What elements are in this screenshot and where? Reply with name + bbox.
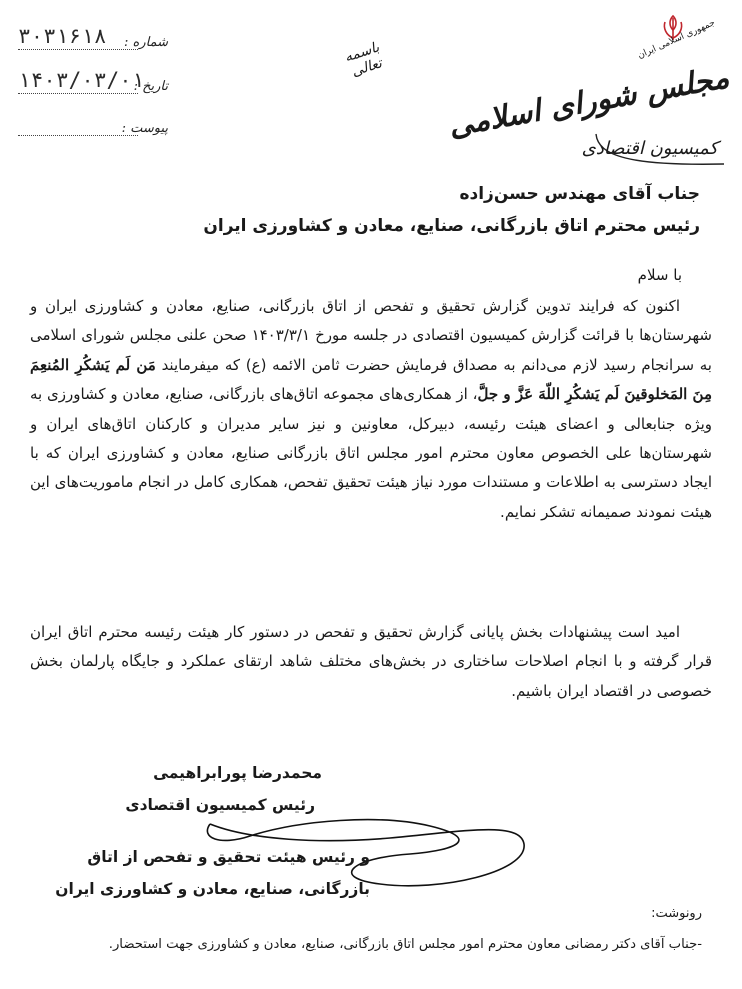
salutation: با سلام xyxy=(637,266,682,284)
body-paragraph-1 xyxy=(30,292,712,527)
signatory-title-1: رئیس کمیسیون اقتصادی xyxy=(125,796,315,814)
letter-number-value: ۳۰۳۱۶۱۸ xyxy=(18,24,107,48)
letter-number-dotted-line xyxy=(18,49,138,50)
hadith-quote: مَن لَم یَشکُرِ المُنعِمَ مِنَ المَخلوقینَ لَم یَشکُرِ اللّهَ عَزَّ و جلَّ xyxy=(30,355,713,404)
majlis-logo: مجلس شورای اسلامی xyxy=(446,60,732,144)
letter-date-dotted-line xyxy=(18,93,138,94)
letter-number-label: شماره : xyxy=(124,35,168,50)
letter-number-row xyxy=(18,22,168,52)
paragraph-1-lead-text: اکنون که فرایند تدوین گزارش تحقیق و تفحص از اتاق بازرگانی، صنایع، معادن و کشاورزی ایران و شهرستان‌ها با قرائت گزارش کمیسیون اقتصادی در جلسه مورخ ۱۴۰۳/۳/۱ صحن علنی مجلس شورای اسلامی به سرانجام رسید لازم می‌دانم به مصداق فرمایش حضرت ثامن الائمه (ع) که میفرمایند xyxy=(30,297,713,374)
signatory-title-2: و رئیس هیئت تحقیق و تفحص از اتاق xyxy=(87,848,370,866)
paragraph-1-rest-text: ، از همکاری‌های مجموعه اتاق‌های بازرگانی، صنایع، معادن و کشاورزی به ویژه جنابعالی و اعضای هیئت رئیسه، دبیرکل، معاونین و نیز سایر مدیران و کارکنان اتاق‌های ایران و شهرستان‌ها علی الخصوص معاون محترم امور مجلس اتاق بازرگانی صنایع، معادن و کشاورزی ایران که با ایجاد دسترسی به اطلاعات و مستندات مورد نیاز هیئت تحقیق تفحص، همکاری کامل در انجام ماموریت‌های این هیئت نمودند صمیمانه تشکر نمایم. xyxy=(30,385,712,521)
signatory-name: محمدرضا پورابراهیمی xyxy=(153,764,322,782)
cc-recipient: -جناب آقای دکتر رمضانی معاون محترم امور مجلس اتاق بازرگانی، صنایع، معادن و کشاورزی جهت استحضار. xyxy=(108,937,702,952)
paragraph-2-text: امید است پیشنهادات بخش پایانی گزارش تحقیق و تفحص در دستور کار هیئت رئیسه محترم اتاق ایران قرار گرفته و با انجام اصلاحات ساختاری در بخش‌های مختلف شاهد ارتقای عملکرد و جایگاه پارلمان بخش خصوصی در اقتصاد ایران باشیم. xyxy=(30,623,712,700)
letter-attachment-label: پیوست : xyxy=(121,121,168,136)
letter-date-value: ۱۴۰۳/۰۳/۰۱ xyxy=(18,68,145,92)
basmala-calligraphy: باسمه تعالی xyxy=(342,39,384,81)
signatory-title-3: بازرگانی، صنایع، معادن و کشاورزی ایران xyxy=(55,880,370,898)
cc-label: رونوشت: xyxy=(651,906,702,921)
body-paragraph-2 xyxy=(30,618,712,706)
letter-date-label: تاریخ : xyxy=(133,79,168,94)
addressee-name: جناب آقای مهندس حسن‌زاده xyxy=(459,184,700,204)
letter-attachment-dotted-line xyxy=(18,135,138,136)
addressee-title: رئیس محترم اتاق بازرگانی، صنایع، معادن و کشاورزی ایران xyxy=(203,216,700,236)
republic-name-text: جمهوری اسلامی ایران xyxy=(636,17,717,62)
letter-date-row xyxy=(18,66,168,96)
letter-attachment-row xyxy=(18,108,168,138)
commission-name: کمیسیون اقتصادی xyxy=(581,138,718,159)
